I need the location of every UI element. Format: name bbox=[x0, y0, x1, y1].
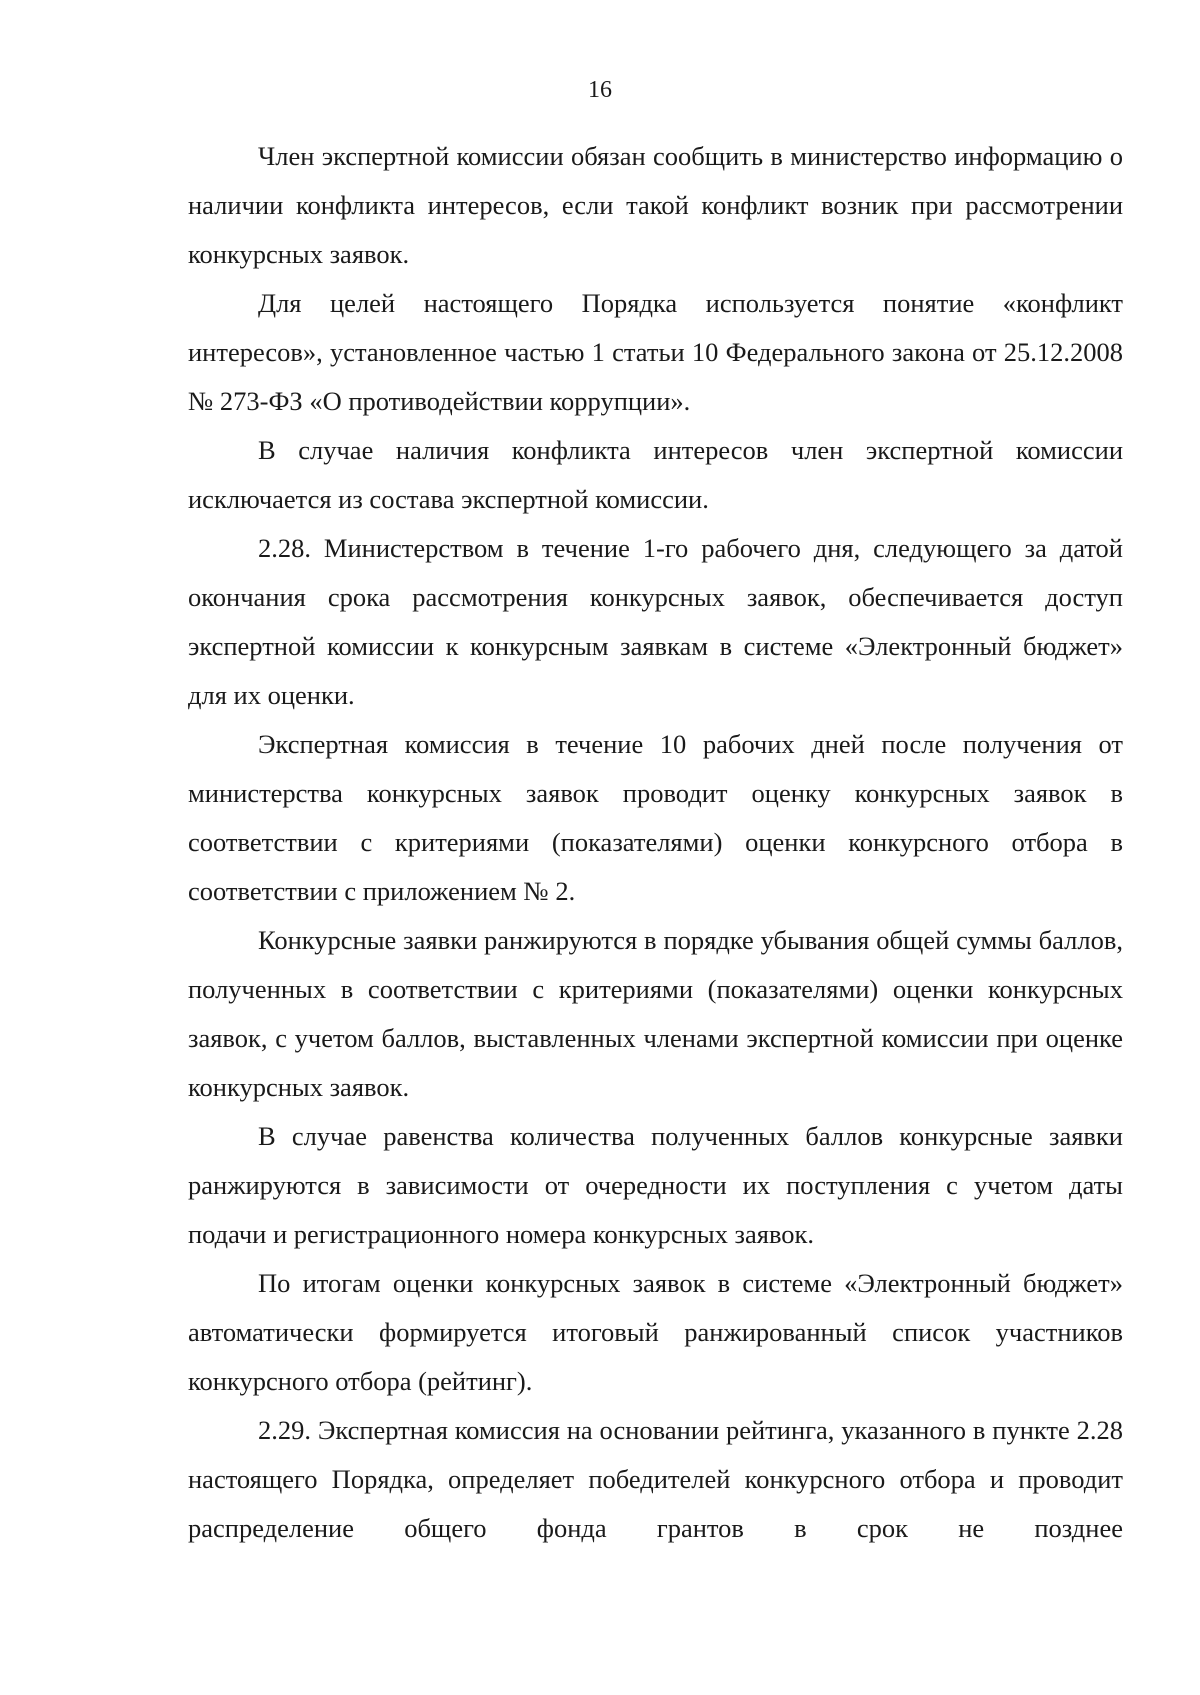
paragraph-tie-break: В случае равенства количества полученных баллов конкурсные заявки ранжируются в зависимости от очередности их поступления с учетом даты подачи и регистрационного номера конкурсных заявок. bbox=[188, 1121, 1123, 1249]
paragraph-conflict-exclusion: В случае наличия конфликта интересов член экспертной комиссии исключается из состава экспертной комиссии. bbox=[188, 435, 1123, 514]
paragraph-conflict-duty: Член экспертной комиссии обязан сообщить в министерство информацию о наличии конфликта интересов, если такой конфликт возник при рассмотрении конкурсных заявок. bbox=[188, 141, 1123, 269]
page-number: 16 bbox=[588, 77, 612, 103]
paragraph-evaluation: Экспертная комиссия в течение 10 рабочих дней после получения от министерства конкурсных заявок проводит оценку конкурсных заявок в соответствии с критериями (показателями) оценки конкурсного отбора в соответствии с приложением № 2. bbox=[188, 729, 1123, 906]
paragraph-conflict-definition: Для целей настоящего Порядка используется понятие «конфликт интересов», установленное частью 1 статьи 10 Федерального закона от 25.12.2008 № 273-ФЗ «О противодействии коррупции». bbox=[188, 288, 1123, 416]
paragraph-2-29-winners: 2.29. Экспертная комиссия на основании рейтинга, указанного в пункте 2.28 настоящего Порядка, определяет победителей конкурсного отбора и проводит распределение общего фонда грантов в срок не позднее bbox=[188, 1415, 1123, 1543]
paragraph-ranking: Конкурсные заявки ранжируются в порядке убывания общей суммы баллов, полученных в соответствии с критериями (показателями) оценки конкурсных заявок, с учетом баллов, выставленных членами экспертной комиссии при оценке конкурсных заявок. bbox=[188, 925, 1123, 1102]
paragraph-rating-list: По итогам оценки конкурсных заявок в системе «Электронный бюджет» автоматически формируется итоговый ранжированный список участников конкурсного отбора (рейтинг). bbox=[188, 1268, 1123, 1396]
document-body bbox=[188, 132, 1123, 1553]
paragraph-2-28-access: 2.28. Министерством в течение 1-го рабочего дня, следующего за датой окончания срока рассмотрения конкурсных заявок, обеспечивается доступ экспертной комиссии к конкурсным заявкам в системе «Электронный бюджет» для их оценки. bbox=[188, 533, 1123, 710]
